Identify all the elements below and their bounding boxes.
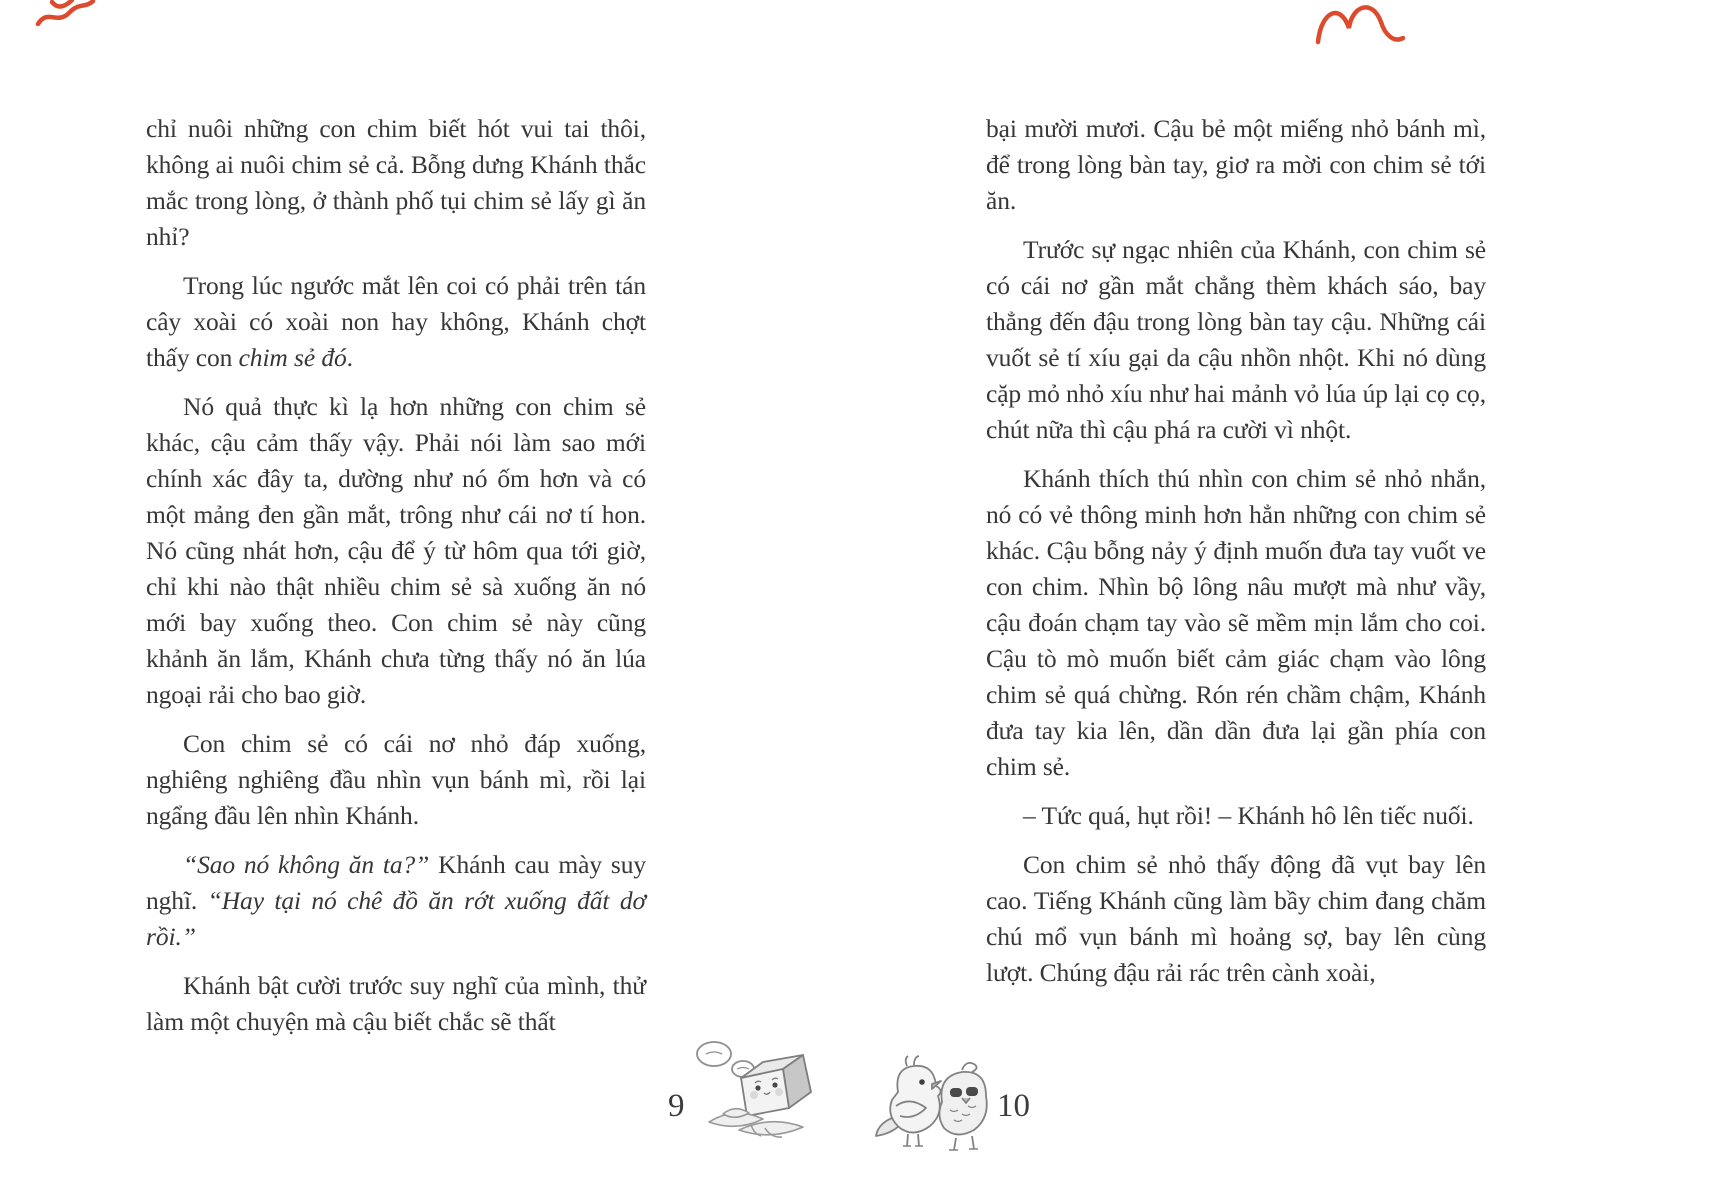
paragraph	[146, 847, 646, 955]
italic-text-run: chim sẻ đó	[238, 343, 347, 372]
paragraph	[986, 847, 1486, 991]
bread-cube-icon	[741, 1055, 811, 1116]
head-curl	[962, 1063, 977, 1072]
text-run: Trong lúc ngước mắt lên coi có phải trên tán cây xoài có xoài non hay không, Khánh chợt thấy con	[146, 271, 646, 372]
text-run: chỉ nuôi những con chim biết hót vui tai thôi, không ai nuôi chim sẻ cả. Bỗng dưng Khánh thắc mắc trong lòng, ở thành phố tụi chim sẻ lấy gì ăn nhỉ?	[146, 114, 646, 251]
paragraph	[986, 232, 1486, 448]
italic-text-run: “Sao nó không ăn ta?”	[183, 850, 430, 879]
paragraph	[146, 726, 646, 834]
paragraph	[986, 111, 1486, 219]
left-sparrow-icon	[876, 1056, 941, 1146]
thought-bubbles-icon	[697, 1042, 763, 1095]
husk-leaves-icon	[709, 1109, 803, 1137]
sparrows-illustration	[874, 1046, 998, 1156]
text-run: Trước sự ngạc nhiên của Khánh, con chim sẻ có cái nơ gần mắt chẳng thèm khách sáo, bay thẳng đến đậu trong lòng bàn tay cậu. Những cái vuốt sẻ tí xíu gại da cậu nhồn nhột. Khi nó dùng cặp mỏ nhỏ xíu như hai mảnh vỏ lúa úp lại cọ cọ, chút nữa thì cậu phá ra cười vì nhột.	[986, 235, 1486, 444]
paragraph	[146, 389, 646, 713]
top-left-red-mark	[38, 0, 93, 24]
text-run: Khánh cau mày suy nghĩ.	[146, 850, 646, 915]
text-run: Con chim sẻ nhỏ thấy động đã vụt bay lên cao. Tiếng Khánh cũng làm bầy chim đang chăm chú mổ vụn bánh mì hoảng sợ, bay lên cùng lượt. Chúng đậu rải rác trên cành xoài,	[986, 850, 1486, 987]
paragraph	[146, 111, 646, 255]
paragraph	[986, 461, 1486, 785]
text-run: bại mười mươi. Cậu bẻ một miếng nhỏ bánh mì, để trong lòng bàn tay, giơ ra mời con chim sẻ tới ăn.	[986, 114, 1486, 215]
bread-character-illustration	[693, 1036, 823, 1148]
italic-text-run: “Hay tại nó chê đồ ăn rớt xuống đất dơ rồi.”	[146, 886, 646, 951]
paragraph	[146, 268, 646, 376]
right-sparrow-icon	[939, 1063, 986, 1150]
paragraph	[986, 798, 1486, 834]
text-run: Nó quả thực kì lạ hơn những con chim sẻ khác, cậu cảm thấy vậy. Phải nói làm sao mới chính xác đây ta, dường như nó ốm hơn và có một mảng đen gần mắt, trông như cái nơ tí hon. Nó cũng nhát hơn, cậu để ý từ hôm qua tới giờ, chỉ khi nào thật nhiều chim sẻ sà xuống ăn nó mới bay xuống theo. Con chim sẻ này cũng khảnh ăn lắm, Khánh chưa từng thấy nó ăn lúa ngoại rải cho bao giờ.	[146, 392, 646, 709]
text-run: .	[346, 343, 353, 372]
left-page-text	[146, 111, 646, 1053]
page-number-left: 9	[668, 1088, 685, 1124]
text-run: Khánh bật cười trước suy nghĩ của mình, thử làm một chuyện mà cậu biết chắc sẽ thất	[146, 971, 646, 1036]
page-number-right: 10	[997, 1088, 1030, 1124]
top-right-red-mark	[1318, 7, 1403, 42]
right-page-text	[986, 111, 1486, 1004]
red-corner-decoration	[0, 0, 1709, 60]
paragraph	[146, 968, 646, 1040]
text-run: – Tức quá, hụt rồi! – Khánh hô lên tiếc nuối.	[1023, 801, 1474, 830]
text-run: Con chim sẻ có cái nơ nhỏ đáp xuống, nghiêng nghiêng đầu nhìn vụn bánh mì, rồi lại ngẩng đầu lên nhìn Khánh.	[146, 729, 646, 830]
text-run: Khánh thích thú nhìn con chim sẻ nhỏ nhắn, nó có vẻ thông minh hơn hẳn những con chim sẻ khác. Cậu bỗng nảy ý định muốn đưa tay vuốt ve con chim. Nhìn bộ lông nâu mượt mà như vầy, cậu đoán chạm tay vào sẽ mềm mịn lắm cho coi. Cậu tò mò muốn biết cảm giác chạm vào lông chim sẻ quá chừng. Rón rén chầm chậm, Khánh đưa tay kia lên, dần dần đưa lại gần phía con chim sẻ.	[986, 464, 1486, 781]
